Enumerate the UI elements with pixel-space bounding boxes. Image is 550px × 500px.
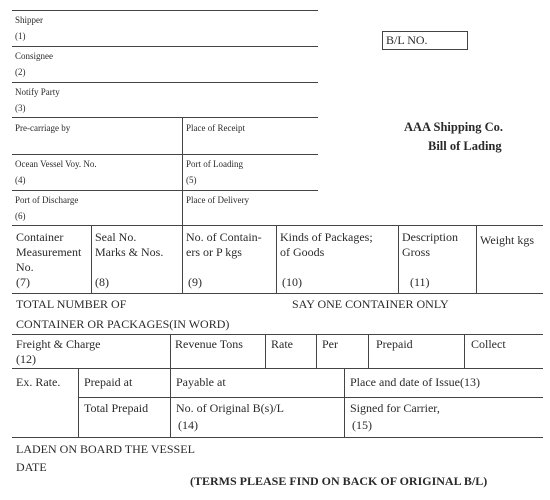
- place-date-issue-label: Place and date of Issue(13): [350, 375, 480, 389]
- laden-date-label: DATE: [16, 460, 47, 474]
- rule-table-bottom: [12, 293, 543, 294]
- seal-number: (8): [95, 275, 109, 289]
- vessel-label: Ocean Vessel Voy. No.: [15, 159, 97, 169]
- container-number: (7): [16, 275, 30, 289]
- rule-precarriage-bottom: [12, 154, 318, 155]
- rule-vessel-bottom: [12, 190, 318, 191]
- rule-col-3: [276, 225, 277, 293]
- description-header-2: Gross: [402, 245, 431, 259]
- signed-carrier-label: Signed for Carrier,: [350, 401, 440, 415]
- laden-on-board-label: LADEN ON BOARD THE VESSEL: [16, 442, 195, 456]
- signed-carrier-number: (15): [352, 418, 372, 432]
- rule-shipper-bottom: [12, 46, 318, 47]
- rule-col-4: [398, 225, 399, 293]
- vessel-number: (4): [15, 175, 26, 185]
- freight-number: (12): [16, 352, 36, 366]
- total-say: SAY ONE CONTAINER ONLY: [292, 297, 449, 311]
- container-header-3: No.: [16, 260, 34, 274]
- total-prepaid-label: Total Prepaid: [84, 401, 149, 415]
- shipper-label: Shipper: [15, 15, 43, 25]
- rule-freight-col-1: [170, 334, 171, 368]
- packages-number: (9): [188, 275, 202, 289]
- rule-col-2: [182, 225, 183, 293]
- rule-top: [12, 10, 318, 11]
- document-title: Bill of Lading: [428, 139, 502, 153]
- weight-header: Weight kgs: [480, 233, 535, 247]
- description-number: (11): [410, 275, 430, 289]
- kinds-header-2: of Goods: [280, 245, 325, 259]
- prepaid-at-label: Prepaid at: [84, 375, 133, 389]
- delivery-label: Place of Delivery: [186, 195, 249, 205]
- rule-lower-col-3: [344, 368, 345, 437]
- precarriage-label: Pre-carriage by: [15, 123, 71, 133]
- loading-label: Port of Loading: [186, 159, 243, 169]
- seal-header-1: Seal No.: [95, 230, 137, 244]
- kinds-header-1: Kinds of Packages;: [280, 230, 373, 244]
- notify-label: Notify Party: [15, 87, 60, 97]
- container-header-1: Container: [16, 230, 64, 244]
- consignee-number: (2): [15, 67, 26, 77]
- exchange-rate-label: Ex. Rate.: [16, 375, 61, 389]
- freight-label: Freight & Charge: [16, 337, 101, 351]
- receipt-label: Place of Receipt: [186, 123, 245, 133]
- rule-col-1: [91, 225, 92, 293]
- rule-block-bottom: [12, 437, 543, 438]
- original-bl-label: No. of Original B(s)/L: [176, 401, 284, 415]
- packages-header-2: ers or P kgs: [186, 245, 242, 259]
- collect-label: Collect: [471, 337, 506, 351]
- original-bl-number: (14): [178, 418, 198, 432]
- rule-freight-col-5: [464, 334, 465, 368]
- terms-note: (TERMS PLEASE FIND ON BACK OF ORIGINAL B/L): [190, 474, 488, 488]
- revenue-tons-label: Revenue Tons: [175, 337, 243, 351]
- rate-label: Rate: [271, 337, 293, 351]
- description-header-1: Description: [402, 230, 458, 244]
- rule-freight-col-4: [368, 334, 369, 368]
- loading-number: (5): [186, 175, 197, 185]
- seal-header-2: Marks & Nos.: [95, 245, 164, 259]
- total-label-2: CONTAINER OR PACKAGES(IN WORD): [16, 317, 230, 331]
- rule-col-5: [476, 225, 477, 293]
- container-header-2: Measurement: [16, 245, 82, 259]
- rule-exrate-bottom: [78, 397, 543, 398]
- rule-notify-bottom: [12, 117, 318, 118]
- prepaid-label: Prepaid: [376, 337, 413, 351]
- rule-lower-col-2: [170, 368, 171, 437]
- rule-lower-col-1: [78, 368, 79, 437]
- notify-number: (3): [15, 103, 26, 113]
- consignee-label: Consignee: [15, 51, 53, 61]
- rule-upper-divider: [182, 117, 183, 225]
- rule-freight-col-2: [265, 334, 266, 368]
- discharge-number: (6): [15, 211, 26, 221]
- per-label: Per: [322, 337, 338, 351]
- discharge-label: Port of Discharge: [15, 195, 79, 205]
- total-label-1: TOTAL NUMBER OF: [16, 297, 127, 311]
- shipper-number: (1): [15, 31, 26, 41]
- kinds-number: (10): [282, 275, 302, 289]
- rule-freight-bottom: [12, 368, 543, 369]
- payable-at-label: Payable at: [176, 375, 226, 389]
- company-name: AAA Shipping Co.: [404, 120, 503, 134]
- bl-number-label: B/L NO.: [386, 33, 428, 47]
- packages-header-1: No. of Contain-: [186, 230, 262, 244]
- rule-freight-col-3: [316, 334, 317, 368]
- rule-consignee-bottom: [12, 82, 318, 83]
